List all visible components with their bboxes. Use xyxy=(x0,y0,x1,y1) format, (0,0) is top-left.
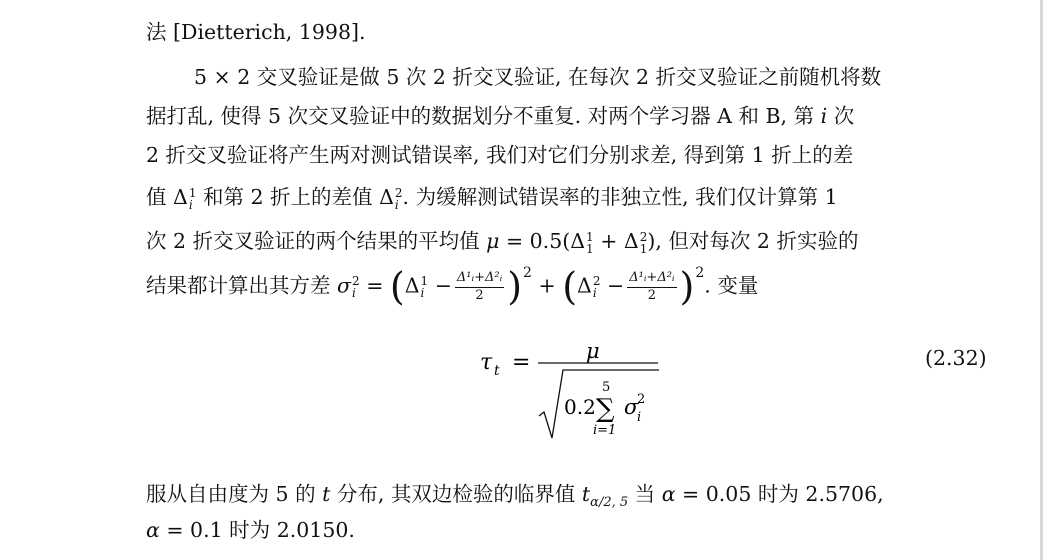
text-l7end: . 变量 xyxy=(704,273,759,298)
paren-open-2: ( xyxy=(562,264,578,309)
minus-b: − xyxy=(607,273,625,298)
script-s xyxy=(352,275,360,299)
text-line-5 xyxy=(146,182,838,212)
paren-close-1: ) xyxy=(507,264,523,309)
eq-sum-sign: ∑ xyxy=(596,394,615,424)
frac-a-num: Δ¹ᵢ+Δ²ᵢ xyxy=(455,270,504,288)
text-line-2 xyxy=(194,62,881,92)
text-l5b: 和第 2 折上的差值 Δ xyxy=(196,185,394,209)
text-line-7 xyxy=(146,264,759,309)
text-l6c: + Δ xyxy=(593,229,639,253)
text-line-3 xyxy=(146,101,854,131)
text-line-9 xyxy=(146,515,355,545)
text-l8c: 当 xyxy=(628,482,662,506)
script-s-sub: i xyxy=(352,286,356,300)
eq-term-sup: 2 xyxy=(637,392,646,407)
script-a xyxy=(421,275,429,299)
text-l5a: 值 Δ xyxy=(146,185,188,209)
text-l6a: 次 2 折交叉验证的两个结果的平均值 xyxy=(146,229,487,253)
pow-2: 2 xyxy=(695,264,705,281)
text-l3i: i xyxy=(820,104,828,128)
plus-sign: + xyxy=(538,273,556,298)
script-m1-sup: 1 xyxy=(586,229,594,244)
script-b-sup: 2 xyxy=(592,274,601,288)
script-d2 xyxy=(395,187,403,211)
frac-b-den: 2 xyxy=(647,288,657,303)
script-b-sub: i xyxy=(592,286,597,300)
text-l6mu: μ xyxy=(486,229,500,253)
text-l9alpha: α xyxy=(146,518,160,542)
script-a-sup: 1 xyxy=(420,274,429,288)
script-d2-sup: 2 xyxy=(394,185,403,200)
script-b xyxy=(593,275,601,299)
eq-lhs-sub: t xyxy=(494,363,500,379)
text-line-4 xyxy=(146,140,853,170)
delta-a: Δ xyxy=(404,273,420,298)
eq-lhs: τ xyxy=(480,350,493,375)
text-l8d: = 0.05 时为 2.5706, xyxy=(675,482,884,506)
minus-a: − xyxy=(434,273,452,298)
script-m2-sub: 1 xyxy=(639,241,648,256)
script-a-sub: i xyxy=(420,286,425,300)
text-l8t: t xyxy=(322,482,331,506)
page-edge-bar xyxy=(1040,0,1043,560)
text-l6b: = 0.5(Δ xyxy=(499,229,586,253)
script-d2-sub: i xyxy=(394,197,399,212)
eq-numerator: μ xyxy=(586,339,600,363)
script-m2-sup: 2 xyxy=(639,229,648,244)
eq-sum-lower: i=1 xyxy=(593,423,617,438)
eq-term-sub: i xyxy=(637,410,642,425)
script-m1-sub: 1 xyxy=(586,241,594,256)
text-l9b: = 0.1 时为 2.0150. xyxy=(159,518,355,542)
text-l3b: 次 xyxy=(827,104,855,128)
frac-a-den: 2 xyxy=(475,288,484,303)
text-l2: 5 × 2 交叉验证是做 5 次 2 折交叉验证, 在每次 2 折交叉验证之前随机将数 xyxy=(194,65,882,89)
script-s-sup: 2 xyxy=(352,274,360,288)
script-d1-sub: i xyxy=(188,197,193,212)
delta-b: Δ xyxy=(577,273,592,298)
frac-b xyxy=(627,270,676,304)
text-line-1 xyxy=(146,17,366,47)
text-l7a: 结果都计算出其方差 xyxy=(146,273,338,298)
paren-close-2: ) xyxy=(679,264,695,309)
text-line-8 xyxy=(146,479,884,513)
display-equation xyxy=(478,330,678,450)
paren-open-1: ( xyxy=(389,264,405,309)
text-l6d: ), 但对每次 2 折实验的 xyxy=(647,229,859,253)
text-l7sigma: σ xyxy=(337,273,352,298)
text-l7b: = xyxy=(359,273,390,298)
script-d1-sup: 1 xyxy=(188,185,197,200)
crit-t: t xyxy=(581,482,591,506)
text-l1: 法 [Dietterich, 1998]. xyxy=(146,20,366,44)
text-l5c: . 为缓解测试错误率的非独立性, 我们仅计算第 1 xyxy=(402,185,838,209)
eq-equals: = xyxy=(512,350,531,375)
text-l8a: 服从自由度为 5 的 xyxy=(146,482,323,506)
equation-number: (2.32) xyxy=(925,346,987,370)
frac-a xyxy=(455,270,504,304)
eq-sum-upper: 5 xyxy=(602,380,611,395)
pow-1: 2 xyxy=(523,264,532,281)
text-l3a: 据打乱, 使得 5 次交叉验证中的数据划分不重复. 对两个学习器 A 和 B, 第 xyxy=(146,104,821,128)
script-m1 xyxy=(586,231,594,255)
text-l8alpha: α xyxy=(661,482,676,506)
eq-term: σ xyxy=(624,395,639,419)
text-line-6 xyxy=(146,226,858,256)
text-l8b: 分布, 其双边检验的临界值 xyxy=(330,482,582,506)
frac-b-num: Δ¹ᵢ+Δ²ᵢ xyxy=(627,270,676,288)
text-l4: 2 折交叉验证将产生两对测试错误率, 我们对它们分别求差, 得到第 1 折上的差 xyxy=(146,143,854,167)
eq-coef: 0.2 xyxy=(564,395,596,419)
crit-sub: α/2, 5 xyxy=(590,495,629,510)
